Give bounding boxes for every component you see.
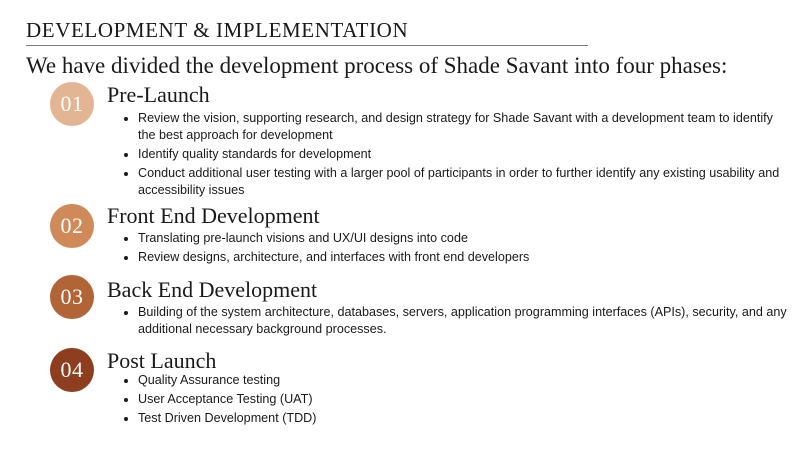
phase-title: Back End Development <box>107 277 318 302</box>
phase-bullet-list <box>120 304 788 340</box>
bullet-item: • Test Driven Development (TDD) <box>138 410 788 427</box>
phase-title: Post Launch <box>107 348 217 373</box>
bullet-item: • Building of the system architecture, databases, servers, application programming interfaces (APIs), security, and any additional necessary background processes. <box>138 304 788 338</box>
phase-number-badge: 02 <box>50 204 94 248</box>
section-title: DEVELOPMENT & IMPLEMENTATION <box>26 18 409 42</box>
bullet-item: • Quality Assurance testing <box>138 372 788 389</box>
phase-bullet-list <box>120 230 788 268</box>
phase-number-badge: 03 <box>50 275 94 319</box>
phase-title: Front End Development <box>107 203 320 228</box>
phase-number-badge: 01 <box>50 82 94 126</box>
title-divider <box>26 45 588 46</box>
bullet-item: • Conduct additional user testing with a larger pool of participants in order to further identify any existing usability and accessibility issues <box>138 165 788 199</box>
bullet-item: • Review the vision, supporting research, and design strategy for Shade Savant with a development team to identify the best approach for development <box>138 110 788 144</box>
bullet-item: • Identify quality standards for development <box>138 146 788 163</box>
intro-text: We have divided the development process of Shade Savant into four phases: <box>26 53 728 78</box>
bullet-item: • Review designs, architecture, and interfaces with front end developers <box>138 249 788 266</box>
bullet-item: • User Acceptance Testing (UAT) <box>138 391 788 408</box>
phase-number-badge: 04 <box>50 348 94 392</box>
bullet-item: • Translating pre-launch visions and UX/UI designs into code <box>138 230 788 247</box>
phase-bullet-list <box>120 372 788 429</box>
phase-bullet-list <box>120 110 788 201</box>
phase-title: Pre-Launch <box>107 82 210 107</box>
